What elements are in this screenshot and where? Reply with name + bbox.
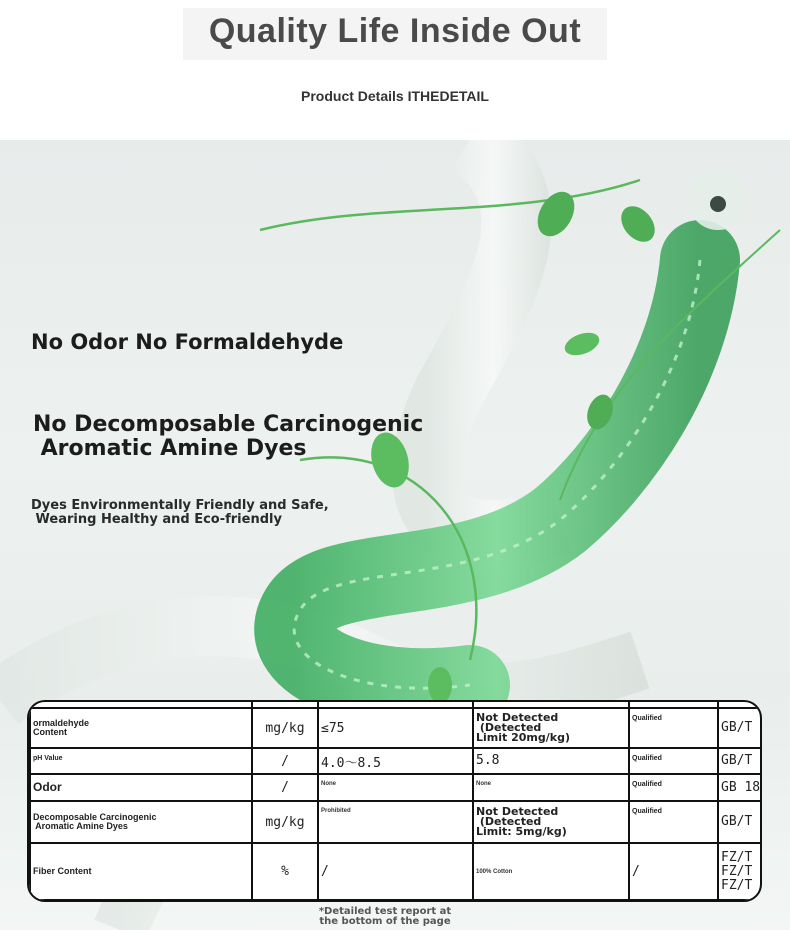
test-result: Not Detected (Detected Limit 20mg/kg) [473, 708, 629, 748]
table-row [30, 748, 762, 774]
test-standard: GB/T [718, 748, 762, 774]
test-item: Odor [30, 774, 252, 801]
test-requirement: 4.0～8.5 [318, 748, 473, 774]
test-unit: / [252, 748, 318, 774]
table-row [30, 774, 762, 801]
test-result: 100% Cotton [473, 843, 629, 900]
claim-no-odor: No Odor No Formaldehyde [31, 330, 344, 354]
claim-eco-friendly: Dyes Environmentally Friendly and Safe, Wearing Healthy and Eco-friendly [31, 498, 329, 527]
test-standard: FZ/T FZ/T FZ/T [718, 843, 762, 900]
test-unit: / [252, 774, 318, 801]
test-unit: % [252, 843, 318, 900]
table-row [30, 843, 762, 900]
header [0, 0, 790, 140]
test-unit: mg/kg [252, 708, 318, 748]
table-row [30, 801, 762, 843]
test-requirement: / [318, 843, 473, 900]
leaf-icon [562, 328, 603, 359]
test-item: ormaldehyde Content [30, 708, 252, 748]
test-standard: GB/T [718, 708, 762, 748]
test-judgement: Qualified [629, 801, 718, 843]
test-requirement: ≤75 [318, 708, 473, 748]
table-row [30, 708, 762, 748]
test-unit: mg/kg [252, 801, 318, 843]
test-requirement: Prohibited [318, 801, 473, 843]
report-footnote: *Detailed test report at the bottom of the page [318, 906, 452, 927]
test-judgement: Qualified [629, 748, 718, 774]
test-judgement: Qualified [629, 708, 718, 748]
page-title: Quality Life Inside Out [208, 12, 582, 50]
test-item: Decomposable Carcinogenic Aromatic Amine Dyes [30, 801, 252, 843]
test-judgement: / [629, 843, 718, 900]
leaf-icon [428, 667, 452, 703]
leaf-icon [614, 200, 661, 249]
claim-no-carcinogenic-dyes: No Decomposable Carcinogenic Aromatic Amine Dyes [33, 412, 424, 461]
test-result: 5.8 [473, 748, 629, 774]
test-result: Not Detected (Detected Limit: 5mg/kg) [473, 801, 629, 843]
page-subtitle: Product Details ITHEDETAIL [301, 88, 489, 104]
test-item: pH Value [30, 748, 252, 774]
test-results-table [27, 700, 762, 902]
test-judgement: Qualified [629, 774, 718, 801]
test-standard: GB/T [718, 801, 762, 843]
test-item: Fiber Content [30, 843, 252, 900]
test-standard: GB 18 [718, 774, 762, 801]
test-requirement: None [318, 774, 473, 801]
test-result: None [473, 774, 629, 801]
